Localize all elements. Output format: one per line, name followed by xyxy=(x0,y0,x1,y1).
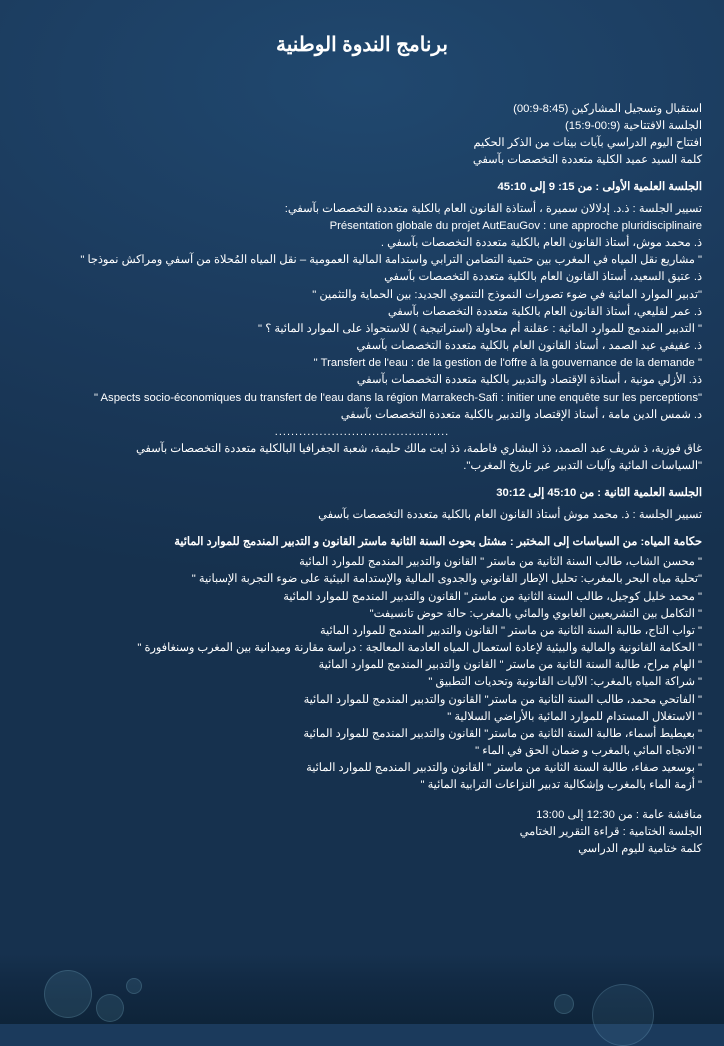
session-1-entry: " Aspects socio-économiques du transfert de l'eau dans la région Marrakech-Safi : initier une enquête sur les perceptions" xyxy=(94,391,702,404)
closing-block xyxy=(22,807,702,858)
session-1-entry: Présentation globale du projet AutEauGov : une approche pluridisciplinaire xyxy=(329,219,702,232)
section-separator: ........................................... xyxy=(274,425,450,438)
session-2-entry: " التكامل بين التشريعيين الغابوي والمائي بالمغرب: حالة حوض تانسيفت" xyxy=(369,607,702,620)
session-1-entry: " التدبير المندمج للموارد المائية : عقلنة أم محاولة (استراتيجية ) للاستحواذ على الموارد المائية ؟ " xyxy=(258,322,702,335)
session-1-entry: ذ. محمد موش، أستاذ القانون العام بالكلية متعددة التخصصات بآسفي . xyxy=(380,237,702,250)
session-1-entry: ذذ. الأزلي مونية ، أستاذة الإقتصاد والتدبير بالكلية متعددة التخصصات بآسفي xyxy=(356,374,702,387)
session-1-chair: تسيير الجلسة : ذ.د. إدلالان سميرة ، أستاذة القانون العام بالكلية متعددة التخصصات بآسفي: xyxy=(284,202,702,215)
session-2-entry: " الهام مراح، طالبة السنة الثانية من ماستر " القانون والتدبير المندمج للموارد المائية xyxy=(318,659,702,672)
session-1-entry: ذ. عمر لقليعي، أستاذ القانون العام بالكلية متعددة التخصصات بآسفي xyxy=(387,305,702,318)
opening-line: الجلسة الافتتاحية (00:9-15:9) xyxy=(564,120,702,133)
session-1-entry: " Transfert de l'eau : de la gestion de l'offre à la gouvernance de la demande " xyxy=(313,357,702,370)
session-2-entry: " شراكة المياه بالمغرب: الآليات القانونية وتحديات التطبيق " xyxy=(428,676,702,689)
opening-line: كلمة السيد عميد الكلية متعددة التخصصات بآسفي xyxy=(472,154,702,167)
program-content xyxy=(22,101,702,858)
session-2-entry: " الاتجاه المائي بالمغرب و ضمان الحق في الماء " xyxy=(475,745,702,758)
session-2-entry: " الاستغلال المستدام للموارد المائية بالأراضي السلالية " xyxy=(447,710,702,723)
opening-block xyxy=(22,101,702,170)
session-2-entry: " الفاتحي محمد، طالب السنة الثانية من ماستر" القانون والتدبير المندمج للموارد المائية xyxy=(303,693,702,706)
closing-line: مناقشة عامة : من 12:30 إلى 13:00 xyxy=(536,808,702,821)
session-2-chair: تسيير الجلسة : ذ. محمد موش أستاذ القانون العام بالكلية متعددة التخصصات بآسفي xyxy=(318,509,702,521)
session-2-entry: " أزمة الماء بالمغرب وإشكالية تدبير النزاعات الترابية المائية " xyxy=(420,779,702,792)
session-1-entry: "تدبير الموارد المائية في ضوء تصورات النموذج التنموي الجديد: بين الحماية والتثمين " xyxy=(312,288,702,301)
session-2-entry: "تحلية مياه البحر بالمغرب: تحليل الإطار القانوني والجدوى المالية والإستدامة البيئية على ضوء التجربة الإسبانية " xyxy=(191,573,702,586)
session-2-entry: " بعيطيط أسماء، طالبة السنة الثانية من ماستر" القانون والتدبير المندمج للموارد المائية xyxy=(303,727,702,740)
session-2-heading: الجلسة العلمية الثانية : من 45:10 إلى 30:12 xyxy=(496,486,702,499)
session-1-entry: "السياسات المائية وآليات التدبير عبر تاريخ المغرب". xyxy=(463,459,702,472)
session-1-entry: " مشاريع نقل المياه في المغرب بين حتمية التضامن الترابي واستدامة المالية العمومية – نقل المياه المُحلاة من آسفي ومراكش نموذجا " xyxy=(80,254,702,267)
session-1-entry: ذ. عتيق السعيد، أستاذ القانون العام بالكلية متعددة التخصصات بآسفي xyxy=(384,271,702,284)
session-2-entry: " محمد خليل كوجيل، طالب السنة الثانية من ماستر" القانون والتدبير المندمج للموارد المائية xyxy=(283,590,702,603)
session-2-entry: " الحكامة القانونية والمالية والبيئية لإعادة استعمال المياه العادمة المعالجة : دراسة مقارنة وميدانية بين المغرب وسنغافورة " xyxy=(137,642,702,655)
opening-line: افتتاح اليوم الدراسي بآيات بينات من الذكر الحكيم xyxy=(473,137,702,150)
session-1-heading: الجلسة العلمية الأولى : من 15: 9 إلى 45:10 xyxy=(497,180,702,193)
session-2-entry: " بوسعيد صفاء، طالبة السنة الثانية من ماستر " القانون والتدبير المندمج للموارد المائية xyxy=(306,762,702,775)
opening-line: استقبال وتسجيل المشاركين (8:45-00:9) xyxy=(513,103,702,115)
session-2-block-title: حكامة المياه: من السياسات إلى المختبر : مشتل بحوث السنة الثانية ماستر القانون و التدبير المندمج للموارد المائية xyxy=(174,536,702,549)
page-title: برنامج الندوة الوطنية xyxy=(275,34,448,56)
session-2-entry: " محسن الشاب، طالب السنة الثانية من ماستر " القانون والتدبير المندمج للموارد المائية xyxy=(299,556,702,569)
closing-line: الجلسة الختامية : قراءة التقرير الختامي xyxy=(519,825,702,838)
session-1-entry: ذ. عفيفي عبد الصمد ، أستاذ القانون العام بالكلية متعددة التخصصات بآسفي xyxy=(356,340,702,353)
closing-line: كلمة ختامية لليوم الدراسي xyxy=(578,842,702,855)
session-2-entry: " تواب التاج، طالبة السنة الثانية من ماستر " القانون والتدبير المندمج للموارد المائية xyxy=(319,624,702,637)
session-1-entry: غاق فوزية، ذ شريف عبد الصمد، ذذ البشاري فاطمة، ذذ ايت مالك حليمة، شعبة الجغرافيا البالكلية متعددة التخصصات بآسفي xyxy=(135,442,702,455)
session-1-entry: د. شمس الدين مامة ، أستاذ الإقتصاد والتدبير بالكلية متعددة التخصصات بآسفي xyxy=(340,408,702,421)
